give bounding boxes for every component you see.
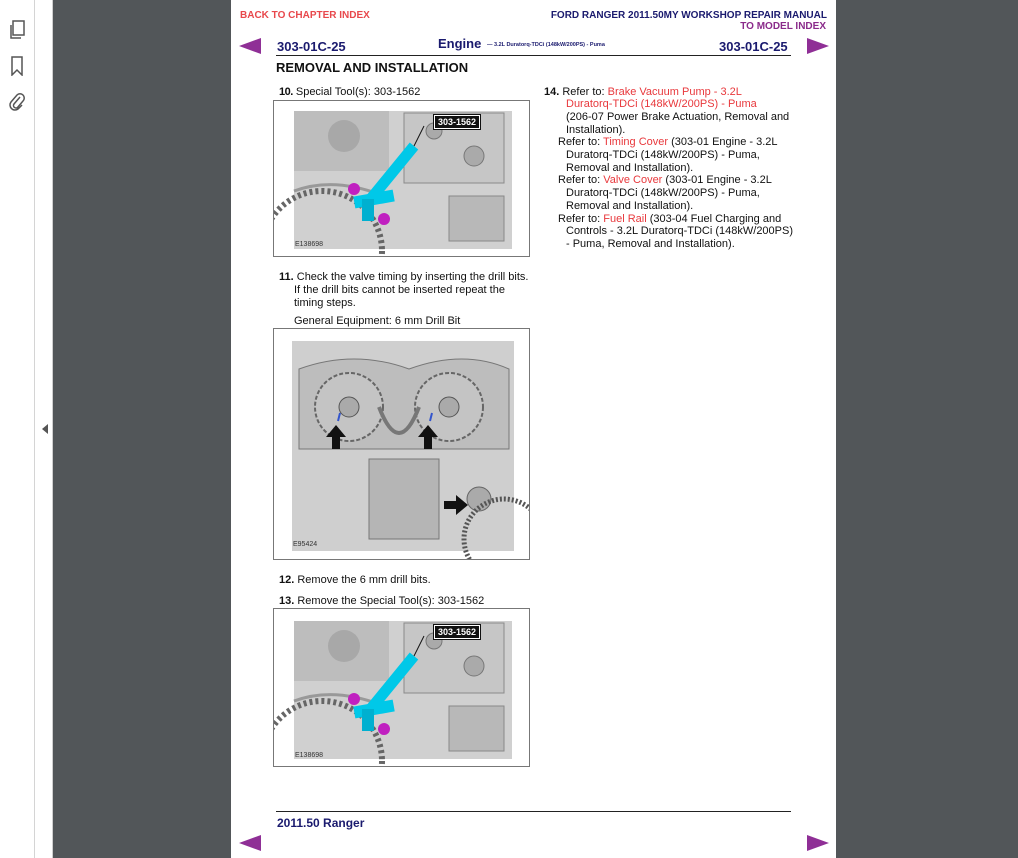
step-text-line: Check the valve timing by inserting the drill bits. (296, 271, 529, 283)
section-title: Engine (438, 36, 482, 51)
timing-cover-link[interactable]: Timing Cover (603, 136, 669, 148)
figure-id: E138698 (295, 752, 324, 759)
step-number: 12. (279, 574, 295, 586)
reference-text: Controls - 3.2L Duratorq-TDCi (148kW/200PS) (566, 225, 794, 237)
figure-special-tool-installed (273, 100, 530, 257)
reference-text: (303-04 Fuel Charging and (646, 213, 782, 225)
header-rule (276, 55, 791, 56)
manual-title: FORD RANGER 2011.50MY WORKSHOP REPAIR MANUAL (550, 10, 827, 21)
fuel-rail-link[interactable]: Fuel Rail (603, 213, 647, 225)
step-text-line: If the drill bits cannot be inserted repeat the (294, 284, 505, 296)
step-number: 10. (279, 86, 293, 98)
step-text: Special Tool(s): 303-1562 (295, 86, 421, 98)
refer-to-label: Refer to: (558, 174, 604, 186)
reference-text: (206-07 Power Brake Actuation, Removal and (566, 111, 790, 123)
tool-callout-label: 303-1562 (434, 625, 480, 639)
step-text-line: timing steps. (294, 297, 356, 309)
step-10 (279, 86, 420, 99)
step-text: Remove the Special Tool(s): 303-1562 (297, 595, 485, 607)
reference-text: - Puma, Removal and Installation). (566, 238, 735, 250)
reference-text: (303-01 Engine - 3.2L (668, 136, 778, 148)
figure-id: E95424 (293, 541, 318, 548)
refer-to-label: Refer to: (558, 213, 604, 225)
to-model-index-link[interactable]: TO MODEL INDEX (740, 21, 826, 32)
page-code-right: 303-01C-25 (719, 39, 788, 54)
bookmark-icon[interactable] (8, 56, 26, 76)
step-12 (279, 574, 431, 587)
prev-page-arrow-icon[interactable] (239, 835, 261, 851)
next-page-arrow-icon[interactable] (807, 835, 829, 851)
back-to-chapter-index-link[interactable]: BACK TO CHAPTER INDEX (240, 10, 370, 21)
prev-page-arrow-icon[interactable] (239, 38, 261, 54)
reference-text: (303-01 Engine - 3.2L (662, 174, 772, 186)
collapse-sidebar-icon[interactable] (42, 424, 48, 434)
attachment-icon[interactable] (8, 92, 26, 112)
reference-timing-cover (558, 136, 778, 149)
reference-text: Removal and Installation). (566, 162, 694, 174)
refer-to-label: Refer to: (562, 86, 608, 98)
footer-rule (276, 811, 791, 812)
step-11 (279, 271, 528, 284)
engine-tool-illustration (274, 609, 529, 766)
engine-timing-illustration (274, 329, 529, 559)
next-page-arrow-icon[interactable] (807, 38, 829, 54)
figure-valve-timing-check (273, 328, 530, 560)
engine-tool-illustration (274, 101, 529, 256)
step-text: Remove the 6 mm drill bits. (297, 574, 431, 586)
pdf-page (231, 0, 836, 858)
tool-callout-label: 303-1562 (434, 115, 480, 129)
step-13 (279, 595, 484, 608)
reference-text: Removal and Installation). (566, 200, 694, 212)
reference-text: Duratorq-TDCi (148kW/200PS) - Puma, (566, 187, 760, 199)
viewer-sidebar (0, 0, 35, 858)
reference-valve-cover (558, 174, 772, 187)
step-14 (544, 86, 742, 99)
step-number: 14. (544, 86, 560, 98)
reference-text: Duratorq-TDCi (148kW/200PS) - Puma, (566, 149, 760, 161)
reference-fuel-rail (558, 213, 781, 226)
valve-cover-link[interactable]: Valve Cover (603, 174, 663, 186)
step-number: 13. (279, 595, 295, 607)
footer-model: 2011.50 Ranger (277, 816, 365, 830)
page-code-left: 303-01C-25 (277, 39, 346, 54)
figure-special-tool-removal (273, 608, 530, 767)
section-heading: REMOVAL AND INSTALLATION (276, 60, 469, 75)
reference-text: Installation). (566, 124, 626, 136)
refer-to-label: Refer to: (558, 136, 604, 148)
brake-vacuum-pump-link-cont[interactable]: Duratorq-TDCi (148kW/200PS) - Puma (566, 98, 757, 110)
general-equipment: General Equipment: 6 mm Drill Bit (294, 315, 461, 327)
brake-vacuum-pump-link[interactable]: Brake Vacuum Pump - 3.2L (607, 86, 742, 98)
step-number: 11. (279, 271, 294, 283)
figure-id: E138698 (295, 241, 324, 248)
section-subtitle: — 3.2L Duratorq-TDCi (148kW/200PS) - Puma (487, 42, 605, 48)
pages-icon[interactable] (8, 20, 26, 40)
